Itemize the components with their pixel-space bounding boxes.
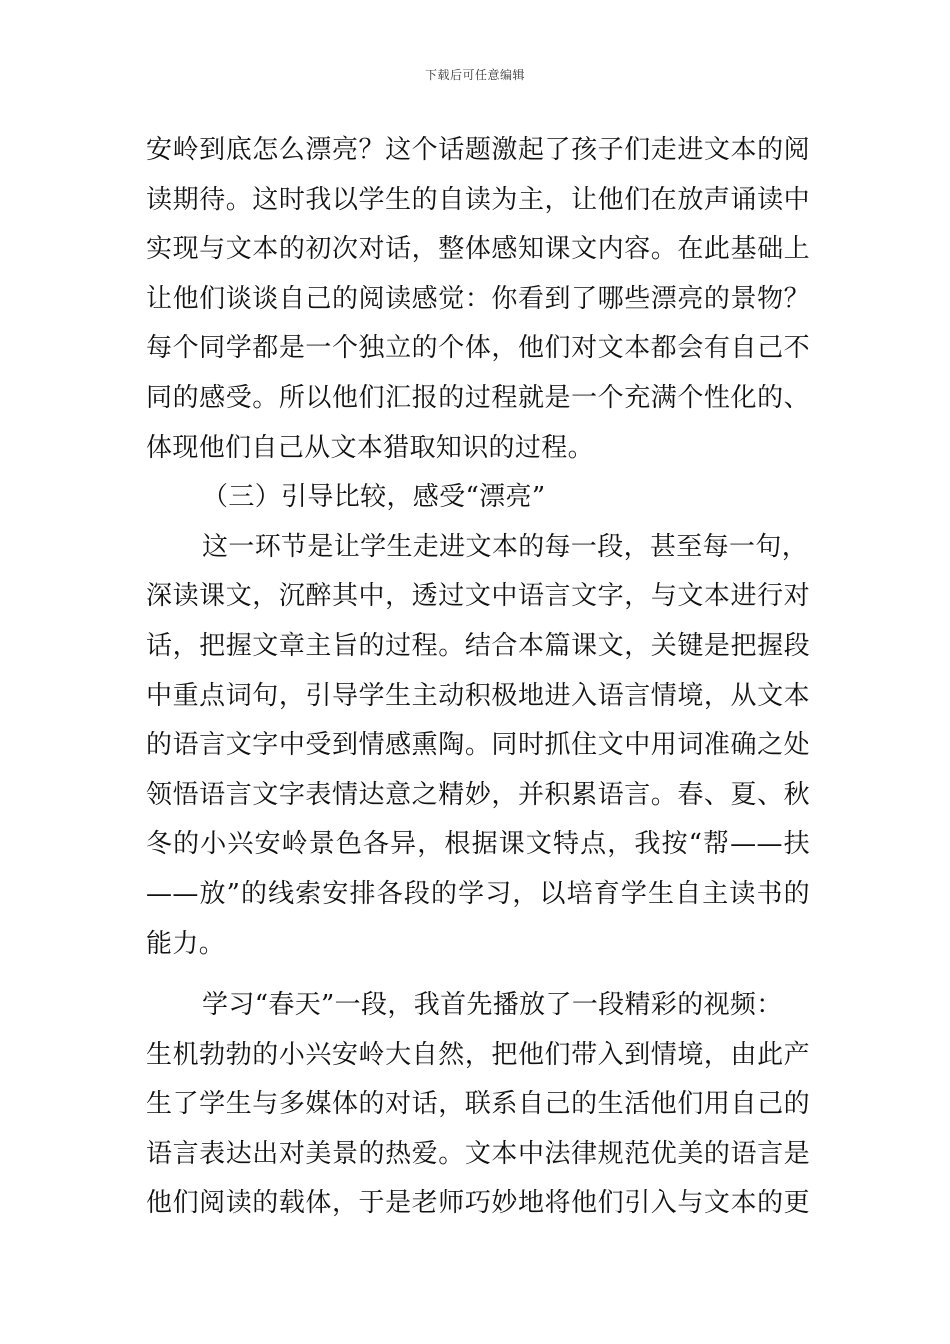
- paragraph-gap: [146, 969, 810, 981]
- text-line: 读期待。这时我以学生的自读为主，让他们在放声诵读中: [146, 184, 810, 215]
- text-line: 冬的小兴安岭景色各异，根据课文特点，我按“帮——扶: [146, 829, 810, 860]
- text-line: 语言表达出对美景的热爱。文本中法律规范优美的语言是: [146, 1138, 810, 1169]
- text-line: 能力。: [146, 928, 226, 959]
- text-line: 的语言文字中受到情感熏陶。同时抓住文中用词准确之处: [146, 730, 810, 761]
- section-heading-text: （三）引导比较，感受“漂亮”: [202, 482, 546, 513]
- text-line: 他们阅读的载体，于是老师巧妙地将他们引入与文本的更: [146, 1188, 810, 1219]
- section-heading: [146, 473, 810, 523]
- text-line: 这一环节是让学生走进文本的每一段，甚至每一句，: [202, 531, 809, 562]
- text-line: 领悟语言文字表情达意之精妙，并积累语言。春、夏、秋: [146, 779, 810, 810]
- page-header: 下载后可任意编辑: [424, 68, 525, 82]
- text-line: 实现与文本的初次对话，整体感知课文内容。在此基础上: [146, 234, 810, 265]
- text-line: 中重点词句，引导学生主动积极地进入语言情境，从文本: [146, 680, 810, 711]
- text-line: ——放”的线索安排各段的学习，以培育学生自主读书的: [146, 878, 810, 909]
- text-line: 安岭到底怎么漂亮？这个话题激起了孩子们走进文本的阅: [146, 135, 810, 165]
- text-line: 深读课文，沉醉其中，透过文中语言文字，与文本进行对: [146, 581, 810, 612]
- document-body: [146, 126, 810, 1229]
- text-line: 学习“春天”一段，我首先播放了一段精彩的视频：: [202, 990, 783, 1021]
- paragraph-1: [146, 126, 810, 473]
- text-line: 生机勃勃的小兴安岭大自然，把他们带入到情境，由此产: [146, 1039, 810, 1070]
- text-line: 让他们谈谈自己的阅读感觉：你看到了哪些漂亮的景物？: [146, 283, 810, 314]
- paragraph-3: [146, 981, 810, 1229]
- paragraph-2: [146, 523, 810, 969]
- text-line: 每个同学都是一个独立的个体，他们对文本都会有自己不: [146, 333, 810, 364]
- text-line: 体现他们自己从文本猎取知识的过程。: [146, 432, 594, 463]
- text-line: 生了学生与多媒体的对话，联系自己的生活他们用自己的: [146, 1089, 810, 1120]
- text-line: 话，把握文章主旨的过程。结合本篇课文，关键是把握段: [146, 630, 810, 661]
- text-line: 同的感受。所以他们汇报的过程就是一个充满个性化的、: [146, 382, 810, 413]
